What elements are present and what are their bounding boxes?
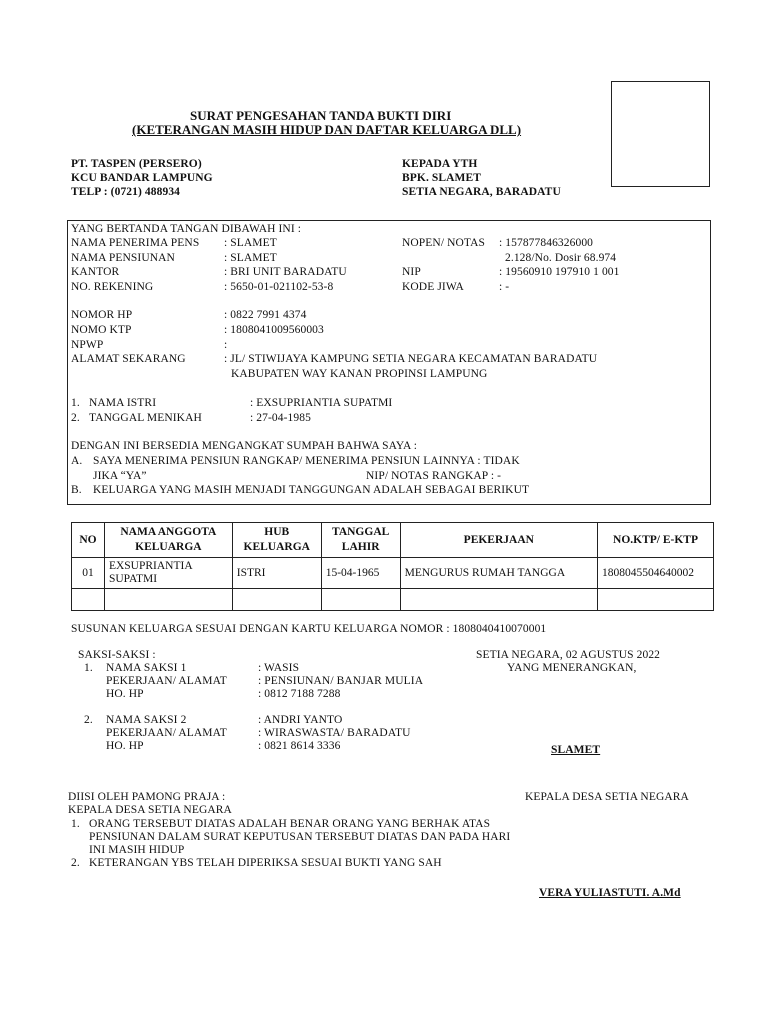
alamat-value: : JL/ STIWIJAYA KAMPUNG SETIA NEGARA KECAMATAN BARADATU bbox=[224, 353, 598, 365]
kantor-value: : BRI UNIT BARADATU bbox=[224, 266, 347, 278]
table-cell bbox=[400, 589, 597, 611]
statement-a-text: SAYA MENERIMA PENSIUN RANGKAP/ MENERIMA PENSIUN LAINNYA : TIDAK bbox=[93, 455, 520, 467]
place-date: SETIA NEGARA, 02 AGUSTUS 2022 bbox=[476, 649, 661, 661]
header-ktp: NO.KTP/ E-KTP bbox=[598, 523, 714, 558]
header-pekerjaan: PEKERJAAN bbox=[400, 523, 597, 558]
witness-2-hp: : 0821 8614 3336 bbox=[258, 740, 341, 752]
table-cell bbox=[104, 589, 232, 611]
signer-name: SLAMET bbox=[551, 744, 601, 756]
recipient-to: KEPADA YTH bbox=[402, 158, 478, 170]
rekening-value: : 5650-01-021102-53-8 bbox=[224, 281, 334, 293]
statement-a-nip: NIP/ NOTAS RANGKAP : - bbox=[366, 470, 502, 482]
header-no: NO bbox=[72, 523, 105, 558]
pamong-point-1-number: 1. bbox=[71, 818, 80, 830]
hp-value: : 0822 7991 4374 bbox=[224, 309, 307, 321]
table-cell: 1808045504640002 bbox=[598, 558, 714, 589]
table-cell bbox=[72, 589, 105, 611]
rekening-label: NO. REKENING bbox=[71, 281, 154, 293]
table-cell: 15-04-1965 bbox=[321, 558, 400, 589]
pamong-line-2: KEPALA DESA SETIA NEGARA bbox=[68, 804, 232, 816]
nopen-value: : 157877846326000 bbox=[499, 237, 594, 249]
header-hub: HUB KELUARGA bbox=[232, 523, 321, 558]
kk-line: SUSUNAN KELUARGA SESUAI DENGAN KARTU KELUARGA NOMOR : 1808040410070001 bbox=[71, 623, 547, 635]
ktp-value: : 1808041009560003 bbox=[224, 324, 324, 336]
recipient-address: SETIA NEGARA, BARADATU bbox=[402, 186, 561, 198]
nopen-value-2: 2.128/No. Dosir 68.974 bbox=[505, 252, 617, 264]
header-nama: NAMA ANGGOTA KELUARGA bbox=[104, 523, 232, 558]
statement-a-number: A. bbox=[71, 455, 83, 467]
pamong-point-2: KETERANGAN YBS TELAH DIPERIKSA SESUAI BUKTI YANG SAH bbox=[89, 857, 442, 869]
recipient-name: BPK. SLAMET bbox=[402, 172, 482, 184]
kantor-label: KANTOR bbox=[71, 266, 120, 278]
pamong-point-1-c: INI MASIH HIDUP bbox=[89, 844, 185, 856]
alamat-label: ALAMAT SEKARANG bbox=[71, 353, 186, 365]
table-row bbox=[72, 589, 714, 611]
istri-value: : EXSUPRIANTIA SUPATMI bbox=[250, 397, 393, 409]
kode-jiwa-label: KODE JIWA bbox=[402, 281, 464, 293]
table-cell: MENGURUS RUMAH TANGGA bbox=[400, 558, 597, 589]
witness-2-number: 2. bbox=[84, 714, 93, 726]
table-cell bbox=[321, 589, 400, 611]
photo-box bbox=[611, 81, 710, 187]
pensiunan-label: NAMA PENSIUNAN bbox=[71, 252, 175, 264]
table-row bbox=[72, 558, 714, 589]
nikah-number: 2. bbox=[71, 412, 80, 424]
witness-1-job: : PENSIUNAN/ BANJAR MULIA bbox=[258, 675, 424, 687]
nip-label: NIP bbox=[402, 266, 421, 278]
nip-value: : 19560910 197910 1 001 bbox=[499, 266, 620, 278]
sender-branch: KCU BANDAR LAMPUNG bbox=[71, 172, 213, 184]
nikah-label: TANGGAL MENIKAH bbox=[89, 412, 202, 424]
pensiunan-value: : SLAMET bbox=[224, 252, 277, 264]
alamat-value-2: KABUPATEN WAY KANAN PROPINSI LAMPUNG bbox=[231, 368, 488, 380]
witness-2-name: : ANDRI YANTO bbox=[258, 714, 343, 726]
witness-2-job: : WIRASWASTA/ BARADATU bbox=[258, 727, 411, 739]
document-subtitle: (KETERANGAN MASIH HIDUP DAN DAFTAR KELUARGA DLL) bbox=[132, 122, 522, 137]
witness-1-hp: : 0812 7188 7288 bbox=[258, 688, 341, 700]
istri-label: NAMA ISTRI bbox=[89, 397, 157, 409]
sender-company: PT. TASPEN (PERSERO) bbox=[71, 158, 202, 170]
statement-b-number: B. bbox=[71, 484, 82, 496]
witness-1-hp-label: HO. HP bbox=[106, 688, 144, 700]
table-cell: ISTRI bbox=[232, 558, 321, 589]
declarer-label: YANG MENERANGKAN, bbox=[507, 662, 637, 674]
nopen-label: NOPEN/ NOTAS bbox=[402, 237, 486, 249]
kades-title: KEPALA DESA SETIA NEGARA bbox=[525, 791, 689, 803]
family-table bbox=[71, 522, 714, 611]
npwp-value: : bbox=[224, 339, 228, 351]
pamong-point-1-b: PENSIUNAN DALAM SURAT KEPUTUSAN TERSEBUT DIATAS DAN PADA HARI bbox=[89, 831, 511, 843]
ktp-label: NOMO KTP bbox=[71, 324, 132, 336]
witnesses-heading: SAKSI-SAKSI : bbox=[78, 649, 156, 661]
hp-label: NOMOR HP bbox=[71, 309, 133, 321]
kode-jiwa-value: : - bbox=[499, 281, 510, 293]
table-cell bbox=[598, 589, 714, 611]
statement-b-text: KELUARGA YANG MASIH MENJADI TANGGUNGAN ADALAH SEBAGAI BERIKUT bbox=[93, 484, 530, 496]
witness-1-number: 1. bbox=[84, 662, 93, 674]
witness-2-job-label: PEKERJAAN/ ALAMAT bbox=[106, 727, 227, 739]
table-cell bbox=[232, 589, 321, 611]
table-cell: EXSUPRIANTIA SUPATMI bbox=[104, 558, 232, 589]
statement-a-jika: JIKA “YA” bbox=[93, 470, 147, 482]
witness-1-name: : WASIS bbox=[258, 662, 300, 674]
istri-number: 1. bbox=[71, 397, 80, 409]
pamong-point-2-number: 2. bbox=[71, 857, 80, 869]
witness-2-hp-label: HO. HP bbox=[106, 740, 144, 752]
witness-2-name-label: NAMA SAKSI 2 bbox=[106, 714, 187, 726]
nikah-value: : 27-04-1985 bbox=[250, 412, 311, 424]
document-title: SURAT PENGESAHAN TANDA BUKTI DIRI bbox=[190, 108, 452, 123]
sumpah-text: DENGAN INI BERSEDIA MENGANGKAT SUMPAH BAHWA SAYA : bbox=[71, 440, 418, 452]
info-intro: YANG BERTANDA TANGAN DIBAWAH INI : bbox=[71, 223, 302, 235]
pamong-line-1: DIISI OLEH PAMONG PRAJA : bbox=[68, 791, 226, 803]
table-cell: 01 bbox=[72, 558, 105, 589]
npwp-label: NPWP bbox=[71, 339, 104, 351]
sender-phone: TELP : (0721) 488934 bbox=[71, 186, 181, 198]
witness-1-name-label: NAMA SAKSI 1 bbox=[106, 662, 187, 674]
pamong-point-1-a: ORANG TERSEBUT DIATAS ADALAH BENAR ORANG YANG BERHAK ATAS bbox=[89, 818, 491, 830]
kades-name: VERA YULIASTUTI. A.Md bbox=[539, 887, 681, 899]
header-tanggal: TANGGAL LAHIR bbox=[321, 523, 400, 558]
witness-1-job-label: PEKERJAAN/ ALAMAT bbox=[106, 675, 227, 687]
penerima-value: : SLAMET bbox=[224, 237, 277, 249]
penerima-label: NAMA PENERIMA PENS bbox=[71, 237, 200, 249]
